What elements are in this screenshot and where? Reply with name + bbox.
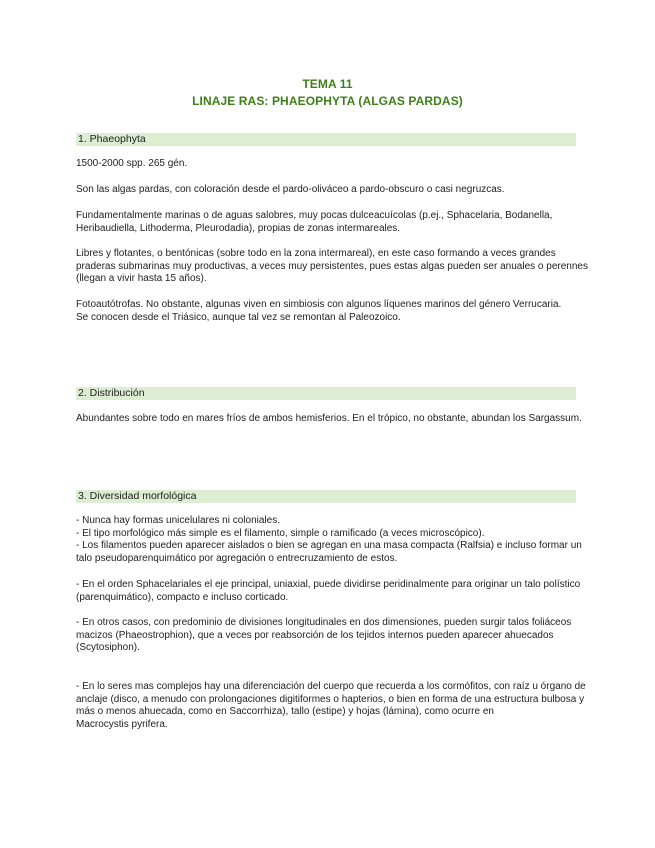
- paragraph: [76, 681, 586, 731]
- text-line: (Scytosiphon).: [76, 642, 140, 654]
- text-line: más o menos ahuecada, como en Saccorrhiza), tallo (estipe) y hojas (lámina), como ocurre en: [76, 706, 494, 718]
- paragraph: [76, 248, 588, 286]
- section-heading-phaeophyta: 1. Phaeophyta: [76, 133, 576, 146]
- text-line: Abundantes sobre todo en mares fríos de ambos hemisferios. En el trópico, no obstante, abundan los Sargassum.: [76, 413, 582, 424]
- text-line: macizos (Phaeostrophion), que a veces por reabsorción de los tejidos internos pueden aparecer ahuecados: [76, 629, 554, 641]
- text-line: - En el orden Sphacelariales el eje principal, uniaxial, puede dividirse peridinalmente para originar un talo polístico: [76, 579, 581, 590]
- text-line: talo pseudoparenquimático por agregación o entrecruzamiento de estos.: [76, 552, 398, 564]
- text-line: praderas submarinas muy productivas, a veces muy persistentes, pues estas algas pueden ser anuales o perennes: [76, 260, 588, 272]
- paragraph: [76, 210, 581, 235]
- paragraph: [76, 413, 581, 426]
- text-line: Se conocen desde el Triásico, aunque tal vez se remontan al Paleozoico.: [76, 311, 401, 323]
- text-line: - Nunca hay formas unicelulares ni coloniales.: [76, 515, 280, 526]
- text-line: - En otros casos, con predominio de divisiones longitudinales en dos dimensiones, pueden surgir talos foliáceos: [76, 617, 572, 628]
- text-line: - El tipo morfológico más simple es el filamento, simple o ramificado (a veces microscópico).: [76, 527, 485, 539]
- page-subtitle: LINAJE RAS: PHAEOPHYTA (ALGAS PARDAS): [192, 94, 463, 108]
- paragraph: [76, 158, 581, 171]
- text-line: - En lo seres mas complejos hay una diferenciación del cuerpo que recuerda a los cormófitos, con raíz u órgano de: [76, 681, 586, 692]
- section-heading-diversidad: 3. Diversidad morfológica: [76, 490, 576, 503]
- text-line: Fotoautótrofas. No obstante, algunas viven en simbiosis con algunos líquenes marinos del género Verrucaria.: [76, 299, 562, 310]
- text-line: anclaje (disco, a menudo con prolongaciones digitiformes o hapterios, o bien en forma de una estructura bulbosa y: [76, 693, 585, 705]
- page-title: TEMA 11: [302, 77, 353, 91]
- paragraph: [76, 184, 581, 197]
- paragraph: [76, 299, 581, 324]
- text-line: Son las algas pardas, con coloración desde el pardo-oliváceo a pardo-obscuro o casi negruzcas.: [76, 184, 505, 195]
- paragraph: [76, 617, 581, 655]
- text-line: Libres y flotantes, o bentónicas (sobre todo en la zona intermareal), en este caso formando a veces grandes: [76, 248, 556, 259]
- text-line: (llegan a vivir hasta 15 años).: [76, 273, 207, 285]
- text-line: Fundamentalmente marinas o de aguas salobres, muy pocas dulceacuícolas (p.ej., Sphacelaria, Bodanella,: [76, 210, 553, 221]
- text-line: (parenquimático), compacto e incluso corticado.: [76, 591, 289, 603]
- text-line: - Los filamentos pueden aparecer aislados o bien se agregan en una masa compacta (Ralfsia) e incluso formar un: [76, 540, 582, 552]
- section-heading-distribucion: 2. Distribución: [76, 387, 576, 400]
- text-line: Macrocystis pyrifera.: [76, 718, 168, 730]
- text-line: Heribaudiella, Lithoderma, Pleurodadia), propias de zonas intermareales.: [76, 222, 401, 234]
- paragraph: [76, 579, 581, 604]
- paragraph: [76, 515, 581, 565]
- text-line: 1500-2000 spp. 265 gén.: [76, 158, 188, 169]
